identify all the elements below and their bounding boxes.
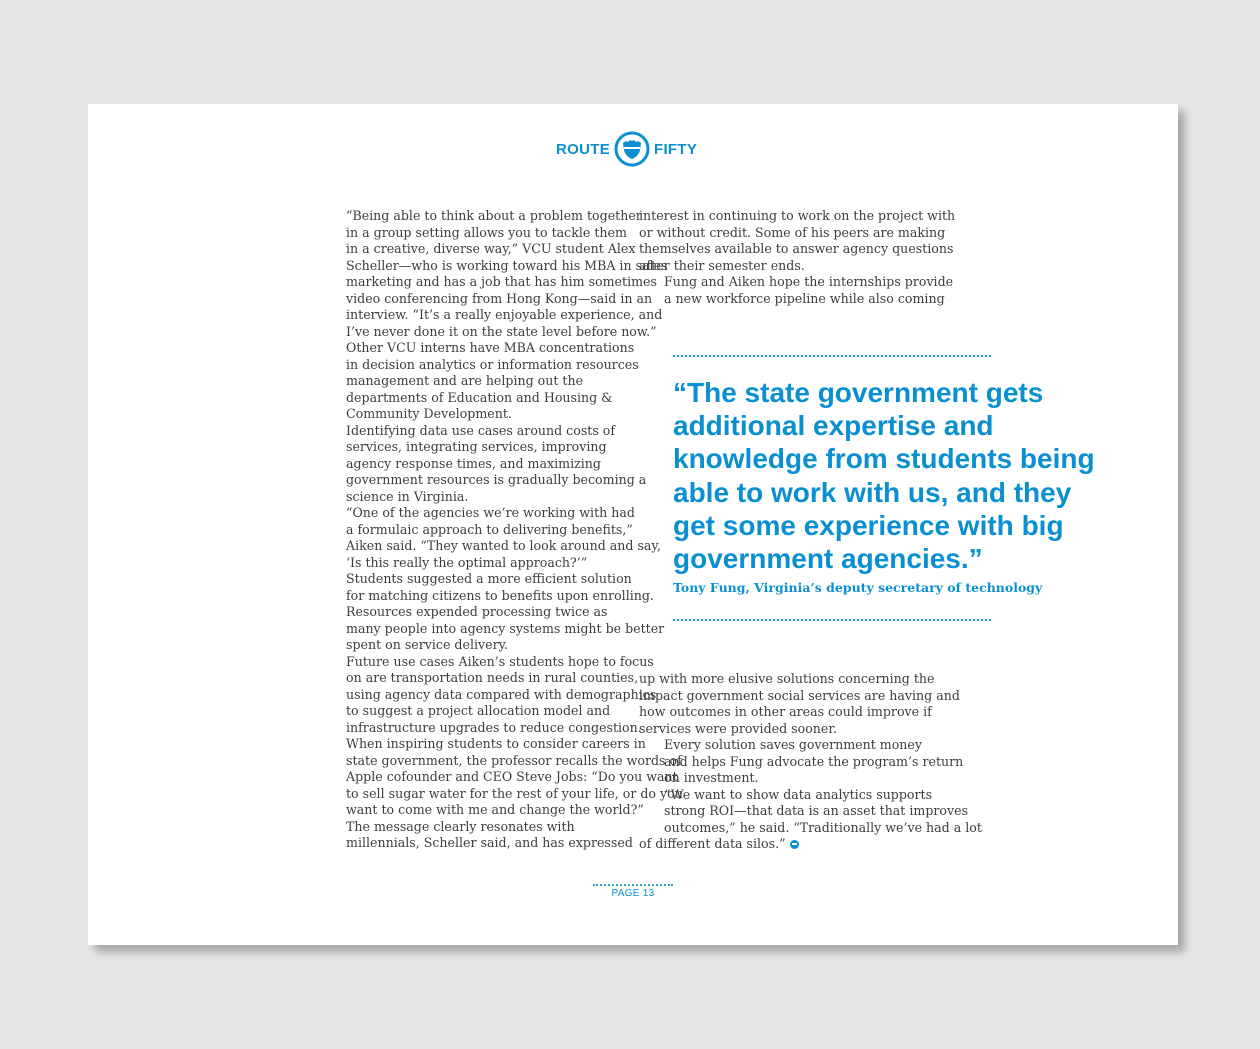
pull-quote-top-rule xyxy=(673,355,991,357)
text-line: to suggest a project allocation model and xyxy=(346,703,611,718)
pull-quote-line: knowledge from students being xyxy=(673,443,1095,475)
paragraph xyxy=(639,208,959,274)
text-line: Aiken said. “They wanted to look around and say, xyxy=(346,538,661,553)
text-line: on are transportation needs in rural counties, xyxy=(346,670,639,685)
text-line: or without credit. Some of his peers are making xyxy=(639,224,946,240)
text-line: services, integrating services, improving xyxy=(346,439,607,454)
paragraph xyxy=(321,340,641,423)
text-line: The message clearly resonates with xyxy=(346,818,575,834)
text-line: interest in continuing to work on the project with xyxy=(639,208,956,223)
text-line: using agency data compared with demographics xyxy=(346,686,657,702)
magazine-page xyxy=(88,104,1178,945)
footer-rule xyxy=(593,884,673,886)
text-line: Apple cofounder and CEO Steve Jobs: “Do you want xyxy=(346,769,678,784)
text-line: impact government social services are having and xyxy=(639,687,960,703)
text-line: strong ROI—that data is an asset that improves xyxy=(664,803,969,818)
article-column-left xyxy=(321,208,683,852)
text-line: Fung and Aiken hope the internships provide xyxy=(664,274,954,289)
text-line: for matching citizens to benefits upon enrolling. xyxy=(346,587,654,603)
text-line: “One of the agencies we’re working with had xyxy=(346,505,635,520)
paragraph xyxy=(639,737,969,787)
text-line: in a group setting allows you to tackle them xyxy=(346,224,627,240)
text-line: ‘Is this really the optimal approach?’” xyxy=(346,554,588,570)
text-line: many people into agency systems might be better xyxy=(346,620,665,636)
article-column-right-top xyxy=(639,208,959,307)
shield-icon xyxy=(614,131,650,167)
paragraph xyxy=(639,786,982,853)
text-line: government resources is gradually becoming a xyxy=(346,472,647,487)
text-line: “We want to show data analytics supports xyxy=(664,786,933,802)
text-line: When inspiring students to consider careers in xyxy=(346,736,646,751)
text-line: Students suggested a more efficient solution xyxy=(346,571,632,586)
pull-quote xyxy=(673,376,1103,575)
text-line: and helps Fung advocate the program’s return xyxy=(664,753,964,769)
text-line: spent on service delivery. xyxy=(346,637,509,652)
text-line: science in Virginia. xyxy=(346,488,469,504)
text-line: departments of Education and Housing & xyxy=(346,389,613,405)
pull-quote-bottom-rule xyxy=(673,619,991,621)
text-line: themselves available to answer agency questions xyxy=(639,241,954,256)
page-number: PAGE 13 xyxy=(611,888,655,899)
pull-quote-attribution: Tony Fung, Virginia’s deputy secretary of technology xyxy=(673,580,1043,595)
text-line: agency response times, and maximizing xyxy=(346,455,601,471)
pull-quote-line: get some experience with big xyxy=(673,509,1064,541)
logo-left-word: ROUTE xyxy=(556,140,610,158)
text-line: I’ve never done it on the state level before now.” xyxy=(346,323,657,339)
text-line: on investment. xyxy=(664,770,759,785)
pull-quote-line: additional expertise and xyxy=(673,410,994,442)
text-line: services were provided sooner. xyxy=(639,720,837,736)
paragraph xyxy=(321,208,668,340)
end-of-article-icon xyxy=(790,840,799,849)
text-line: how outcomes in other areas could improve if xyxy=(639,704,932,719)
logo-right-word: FIFTY xyxy=(654,140,698,158)
text-line: Future use cases Aiken’s students hope to focus xyxy=(346,653,654,669)
paragraph xyxy=(321,819,641,852)
pull-quote-line: able to work with us, and they xyxy=(673,476,1072,508)
paragraph xyxy=(321,505,661,571)
text-line: millennials, Scheller said, and has expressed xyxy=(346,835,633,850)
text-line: outcomes,” he said. “Traditionally we’ve had a lot xyxy=(664,819,982,835)
text-line: of different data silos.” xyxy=(639,836,786,851)
text-line: Resources expended processing twice as xyxy=(346,604,608,619)
text-line: Scheller—who is working toward his MBA in sales xyxy=(346,257,668,273)
text-line: marketing and has a job that has him sometimes xyxy=(346,274,657,289)
text-line: interview. “It’s a really enjoyable experience, and xyxy=(346,307,663,322)
paragraph xyxy=(321,422,647,506)
text-line: “Being able to think about a problem together xyxy=(346,208,642,223)
pull-quote-line: “The state government gets xyxy=(673,377,1044,408)
text-line: Identifying data use cases around costs of xyxy=(346,422,616,438)
text-line: a new workforce pipeline while also coming xyxy=(664,290,945,306)
text-line: video conferencing from Hong Kong—said in an xyxy=(346,290,653,306)
paragraph xyxy=(639,671,969,737)
paragraph xyxy=(321,736,683,819)
text-line: in decision analytics or information resources xyxy=(346,356,639,372)
paragraph xyxy=(321,653,657,737)
text-line: Every solution saves government money xyxy=(664,737,922,752)
text-line: state government, the professor recalls the words of xyxy=(346,752,682,768)
route-fifty-logo xyxy=(556,131,697,167)
text-line: want to come with me and change the world?” xyxy=(346,802,644,817)
text-line: management and are helping out the xyxy=(346,373,584,388)
text-line: Community Development. xyxy=(346,406,512,421)
paragraph xyxy=(321,571,654,604)
text-line: a formulaic approach to delivering benefits,” xyxy=(346,521,633,537)
text-line: after their semester ends. xyxy=(639,257,805,273)
text-line: up with more elusive solutions concerning the xyxy=(639,671,935,686)
text-line: infrastructure upgrades to reduce congestion. xyxy=(346,719,642,735)
paragraph xyxy=(639,274,959,307)
pull-quote-line: government agencies.” xyxy=(673,543,983,575)
text-line: in a creative, diverse way,” VCU student Alex xyxy=(346,241,636,256)
article-column-right-bottom xyxy=(639,671,982,853)
text-line: to sell sugar water for the rest of your life, or do you xyxy=(346,785,683,801)
text-line: Other VCU interns have MBA concentrations xyxy=(346,340,635,355)
paragraph xyxy=(321,604,665,654)
